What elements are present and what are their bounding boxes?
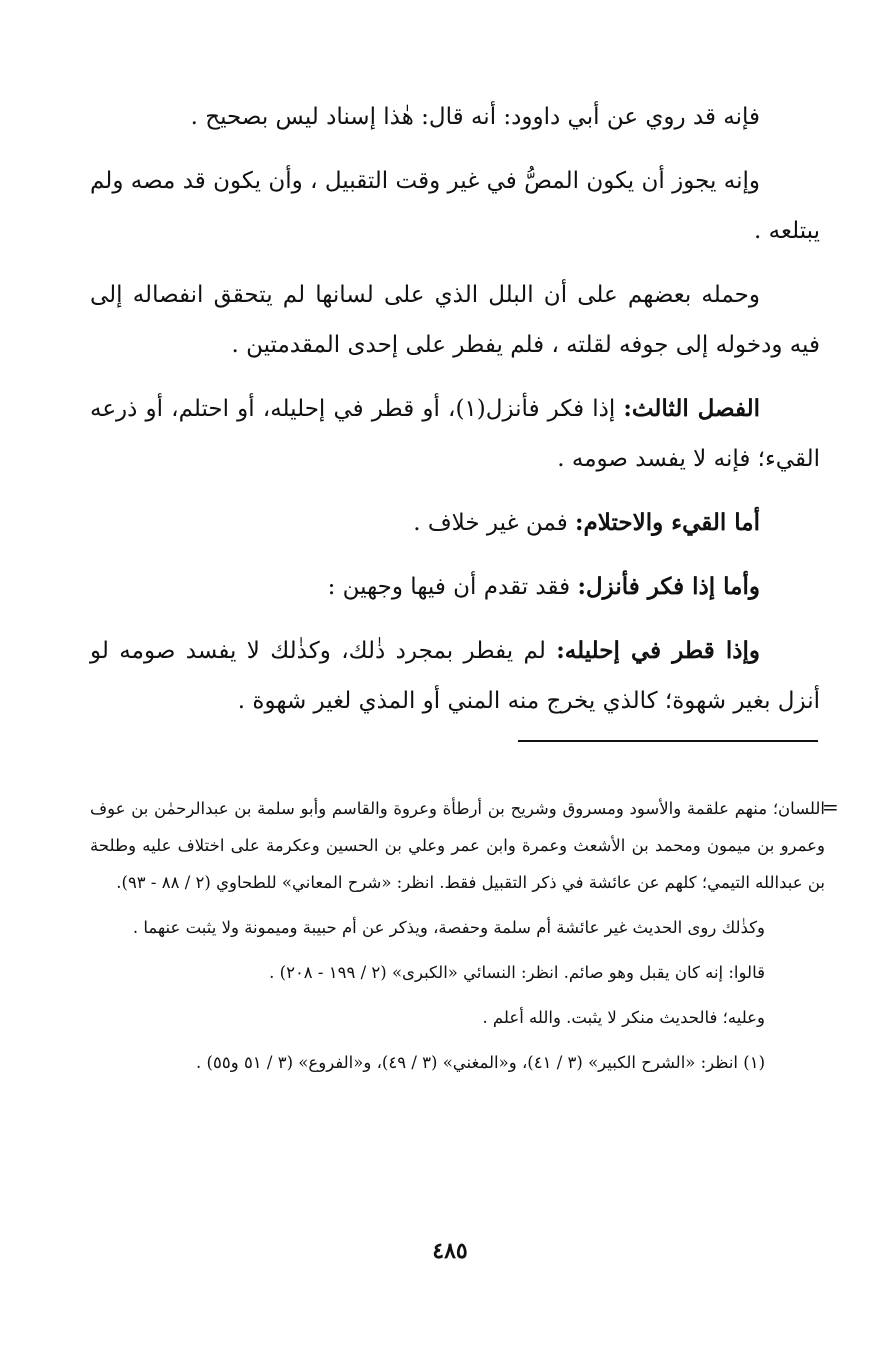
- paragraph-6: [90, 562, 820, 612]
- footnotes: [90, 790, 825, 1089]
- heading-vomit-wet-dream: أما القيء والاحتلام:: [575, 509, 760, 536]
- paragraph-1: فإنه قد روي عن أبي داوود: أنه قال: هٰذا إسناد ليس بصحيح .: [190, 104, 760, 130]
- section-heading-third-chapter: الفصل الثالث:: [623, 395, 760, 422]
- footnote-1: (١) انظر: «الشرح الكبير» (٣ / ٤١)، و«المغني» (٣ / ٤٩)، و«الفروع» (٣ / ٥١ و٥٥) .: [196, 1053, 765, 1072]
- page-number: ٤٨٥: [432, 1238, 468, 1264]
- footnote-separator: [518, 740, 818, 742]
- paragraph-2: وإنه يجوز أن يكون المصُّ في غير وقت التقبيل ، وأن يكون قد مصه ولم يبتلعه .: [90, 168, 820, 244]
- paragraph-4: [90, 384, 820, 484]
- paragraph-7: [90, 626, 820, 726]
- main-text: [90, 92, 820, 740]
- footnote-paragraph-3: قالوا: إنه كان يقبل وهو صائم. انظر: النسائي «الكبرى» (٢ / ١٩٩ - ٢٠٨) .: [269, 963, 765, 982]
- paragraph-4-text: إذا فكر فأنزل(١)، أو قطر في إحليله، أو احتلم، أو ذرعه القيء؛ فإنه لا يفسد صومه .: [90, 396, 820, 472]
- paragraph-7-text: لم يفطر بمجرد ذٰلك، وكذٰلك لا يفسد صومه لو أنزل بغير شهوة؛ كالذي يخرج منه المني أو المذي لغير شهوة .: [90, 638, 820, 714]
- heading-dripping-urethra: وإذا قطر في إحليله:: [556, 637, 760, 664]
- footnote-paragraph-2: وكذٰلك روى الحديث غير عائشة أم سلمة وحفصة، ويذكر عن أم حبيبة وميمونة ولا يثبت عنهما .: [132, 918, 765, 937]
- heading-thinking-ejaculation: وأما إذا فكر فأنزل:: [577, 573, 760, 600]
- footnote-continued: اللسان؛ منهم علقمة والأسود ومسروق وشريح بن أرطأة وعروة والقاسم وأبو سلمة بن عبدالرحمٰن بن عوف وعمرو بن ميمون ومحمد بن الأشعث وعمرة وابن عمر وعلي بن الحسين وعكرمة على اختلاف عليه وطلحة بن عبدالله التيمي؛ كلهم عن عائشة في ذكر التقبيل فقط. انظر: «شرح المعاني» للطحاوي (٢ / ٨٨ - ٩٣).: [90, 799, 825, 892]
- paragraph-3: وحمله بعضهم على أن البلل الذي على لسانها لم يتحقق انفصاله إلى فيه ودخوله إلى جوفه لقلته ، فلم يفطر على إحدى المقدمتين .: [90, 282, 820, 358]
- paragraph-5-text: فمن غير خلاف .: [413, 510, 576, 536]
- paragraph-5: [90, 498, 820, 548]
- paragraph-6-text: فقد تقدم أن فيها وجهين :: [327, 574, 578, 600]
- footnote-paragraph-4: وعليه؛ فالحديث منكر لا يثبت. والله أعلم .: [482, 1008, 765, 1027]
- footnote-continuation-marker: =: [822, 795, 839, 819]
